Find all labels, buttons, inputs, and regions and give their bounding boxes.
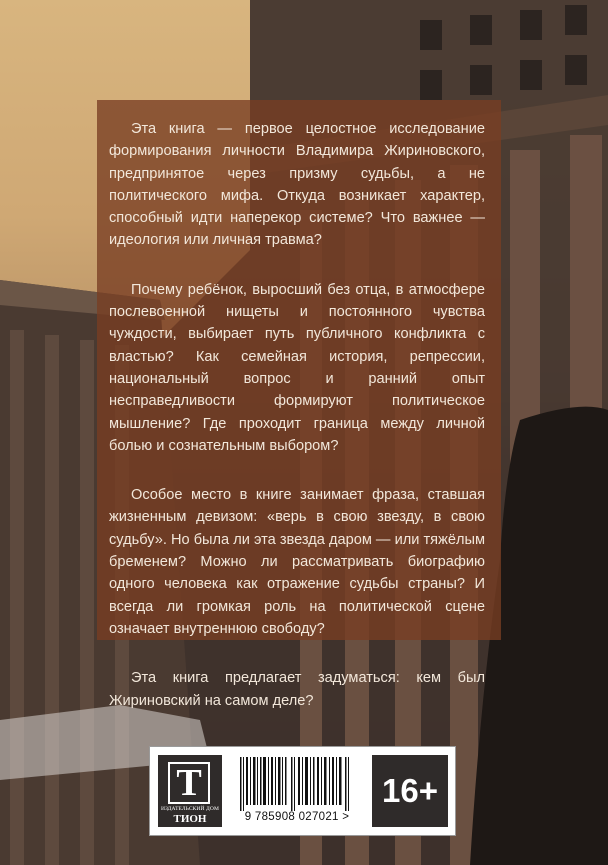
- description-paragraph-4: Эта книга предлагает задуматься: кем был Жириновский на самом деле?: [109, 670, 485, 709]
- publisher-name: ТИОН: [173, 813, 207, 825]
- description-panel: [97, 100, 501, 709]
- description-paragraph-1: Эта книга — первое целостное исследование формирования личности Владимира Жириновского, предпринятое через призму судьбы, а не политического мифа. Откуда возникает характер, способный идти наперекор системе? Что важнее — идеология или личная травма?: [109, 121, 485, 249]
- age-rating-badge: 16+: [372, 755, 448, 827]
- description-paragraph-3: Особое место в книге занимает фраза, ставшая жизненным девизом: «верь в свою звезду, в свою судьбу». Но была ли эта звезда даром — или тяжёлым бременем? Можно ли рассматривать биографию одного человека как отражение судьбы страны? И всегда ли громкая роль на политической сцене означает внутреннюю свободу?: [109, 487, 485, 637]
- description-paragraph-2: Почему ребёнок, выросший без отца, в атмосфере послевоенной нищеты и постоянного чувства чуждости, выбирает путь публичного конфликта с властью? Как семейная история, репрессии, национальный вопрос и ранний опыт несправедливости формируют политическое мышление? Где проходит граница между личной болью и сознательным выбором?: [109, 281, 485, 454]
- isbn-number: 9 785908 027021 >: [244, 811, 350, 823]
- publisher-label: ИЗДАТЕЛЬСКИЙ ДОМ: [161, 806, 219, 812]
- isbn-barcode: [232, 755, 362, 827]
- publisher-logo: [158, 755, 222, 827]
- publisher-logo-letter: Т: [168, 762, 210, 804]
- publisher-footer: [149, 746, 456, 836]
- barcode-bars: [232, 755, 362, 811]
